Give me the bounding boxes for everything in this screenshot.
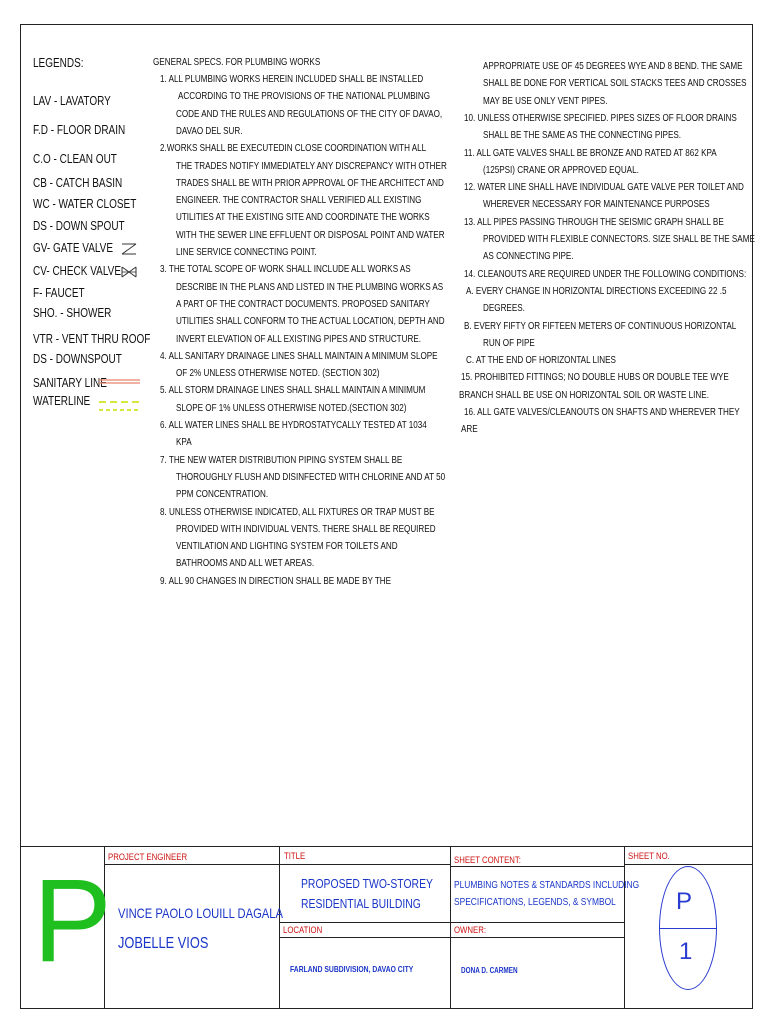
legend-check-valve: CV- CHECK VALVE: [33, 264, 121, 278]
spec-line: A. EVERY CHANGE IN HORIZONTAL DIRECTIONS EXCEEDING 22 .5: [466, 285, 727, 297]
waterline-symbol-icon: [98, 400, 142, 414]
sheet-no-label: SHEET NO.: [628, 851, 670, 862]
spec-line: TRADES SHALL BE WITH PRIOR APPROVAL OF THE ARCHITECT AND: [176, 177, 444, 189]
sheet-content-label: SHEET CONTENT:: [454, 855, 521, 866]
spec-line: SHALL BE DONE FOR VERTICAL SOIL STACKS TEES AND CROSSES: [483, 78, 747, 90]
legend-shower: SHO. - SHOWER: [33, 306, 112, 320]
spec-line: AS CONNECTING PIPE.: [483, 251, 574, 263]
engineer-name: JOBELLE VIOS: [118, 935, 209, 952]
spec-line: PPM CONCENTRATION.: [176, 489, 269, 501]
title-block-rule: [279, 937, 450, 938]
project-title-line: PROPOSED TWO-STOREY: [301, 876, 433, 891]
spec-line: SLOPE OF 1% UNLESS OTHERWISE NOTED.(SECTION 302): [176, 402, 407, 414]
location-value: FARLAND SUBDIVISION, DAVAO CITY: [290, 964, 414, 974]
title-block-rule: [450, 866, 624, 867]
spec-line: MAY BE USE ONLY VENT PIPES.: [483, 95, 608, 107]
legend-down-spout: DS - DOWN SPOUT: [33, 219, 125, 233]
spec-line: WHEREVER NECESSARY FOR MAINTENANCE PURPOSES: [483, 199, 710, 211]
spec-line: LINE SERVICE CONNECTING POINT.: [176, 247, 317, 258]
sheet-prefix: P: [676, 888, 693, 915]
sanitary-line-symbol-icon: [98, 378, 142, 386]
project-title-line: RESIDENTIAL BUILDING: [301, 896, 421, 911]
spec-line: ACCORDING TO THE PROVISIONS OF THE NATIONAL PLUMBING: [178, 91, 431, 103]
spec-line: RUN OF PIPE: [483, 337, 535, 349]
spec-line: 13. ALL PIPES PASSING THROUGH THE SEISMIC GRAPH SHALL BE: [464, 216, 724, 228]
spec-line: PROVIDED WITH FLEXIBLE CONNECTORS. SIZE SHALL BE THE SAME: [483, 234, 755, 245]
legend-vent-thru-roof: VTR - VENT THRU ROOF: [33, 332, 151, 346]
title-block-rule: [450, 937, 624, 938]
spec-line: THOROUGHLY FLUSH AND DISINFECTED WITH CHLORINE AND AT 50: [176, 471, 446, 483]
spec-line: 7. THE NEW WATER DISTRIBUTION PIPING SYSTEM SHALL BE: [160, 454, 403, 466]
spec-line: 15. PROHIBITED FITTINGS; NO DOUBLE HUBS OR DOUBLE TEE WYE: [461, 372, 729, 384]
spec-line: B. EVERY FIFTY OR FIFTEEN METERS OF CONTINUOUS HORIZONTAL: [464, 320, 737, 332]
title-block-rule: [279, 864, 450, 865]
gate-valve-symbol-icon: [120, 242, 138, 256]
spec-line: 12. WATER LINE SHALL HAVE INDIVIDUAL GATE VALVE PER TOILET AND: [464, 182, 744, 194]
title-block-divider: [450, 846, 451, 1009]
legend-downspout: DS - DOWNSPOUT: [33, 352, 122, 366]
spec-line: 11. ALL GATE VALVES SHALL BE BRONZE AND RATED AT 862 KPA: [464, 147, 717, 159]
location-label: LOCATION: [283, 925, 323, 936]
title-block-divider: [279, 846, 280, 1009]
spec-line: 2.WORKS SHALL BE EXECUTEDIN CLOSE COORDINATION WITH ALL: [160, 143, 427, 155]
legend-lavatory: LAV - LAVATORY: [33, 94, 111, 108]
spec-line: SHALL BE THE SAME AS THE CONNECTING PIPES.: [483, 130, 682, 142]
spec-line: 3. THE TOTAL SCOPE OF WORK SHALL INCLUDE ALL WORKS AS: [160, 264, 411, 276]
spec-line: 4. ALL SANITARY DRAINAGE LINES SHALL MAINTAIN A MINIMUM SLOPE: [160, 350, 438, 362]
spec-line: 14. CLEANOUTS ARE REQUIRED UNDER THE FOLLOWING CONDITIONS:: [464, 268, 747, 280]
spec-line: UTILITIES SHALL CONFORM TO THE ACTUAL LOCATION, DEPTH AND: [176, 316, 445, 328]
legend-floor-drain: F.D - FLOOR DRAIN: [33, 123, 126, 137]
spec-line: OF 2% UNLESS OTHERWISE NOTED. (SECTION 302): [176, 368, 380, 380]
check-valve-symbol-icon: [120, 265, 138, 279]
title-label: TITLE: [284, 851, 306, 862]
spec-line: 1. ALL PLUMBING WORKS HEREIN INCLUDED SHALL BE INSTALLED: [160, 74, 424, 85]
spec-line: ARE: [461, 424, 478, 436]
spec-line: A PART OF THE CONTRACT DOCUMENTS. PROPOSED SANITARY: [176, 298, 430, 310]
spec-line: CODE AND THE RULES AND REGULATIONS OF THE CITY OF DAVAO,: [176, 108, 443, 120]
legend-faucet: F- FAUCET: [33, 286, 85, 300]
sheet-content-line: PLUMBING NOTES & STANDARDS INCLUDING: [454, 879, 640, 891]
sheet-content-line: SPECIFICATIONS, LEGENDS, & SYMBOL: [454, 896, 616, 908]
spec-line: PROVIDED WITH INDIVIDUAL VENTS. THERE SHALL BE REQUIRED: [176, 523, 436, 535]
spec-line: APPROPRIATE USE OF 45 DEGREES WYE AND 8 BEND. THE SAME: [483, 61, 743, 72]
spec-line: (125PSI) CRANE OR APPROVED EQUAL.: [483, 164, 639, 176]
specs-heading: GENERAL SPECS. FOR PLUMBING WORKS: [153, 57, 321, 68]
project-engineer-label: PROJECT ENGINEER: [108, 852, 188, 863]
legend-waterline: WATERLINE: [33, 394, 91, 408]
sheet-number: 1: [679, 938, 693, 965]
title-block-rule: [279, 922, 450, 923]
spec-line: BATHROOMS AND ALL WET AREAS.: [176, 558, 315, 570]
spec-line: THE TRADES NOTIFY IMMEDIATELY ANY DISCREPANCY WITH OTHER: [176, 160, 447, 172]
spec-line: DESCRIBE IN THE PLANS AND LISTED IN THE PLUMBING WORKS AS: [176, 281, 444, 293]
spec-line: 5. ALL STORM DRAINAGE LINES SHALL SHALL MAINTAIN A MINIMUM: [160, 385, 426, 397]
spec-line: WITH THE SEWER LINE EFFLUENT OR DISPOSAL POINT AND WATER: [176, 229, 445, 241]
spec-line: 10. UNLESS OTHERWISE SPECIFIED. PIPES SIZES OF FLOOR DRAINS: [464, 112, 737, 124]
spec-line: C. AT THE END OF HORIZONTAL LINES: [466, 355, 616, 367]
title-block-rule: [624, 864, 753, 865]
legend-clean-out: C.O - CLEAN OUT: [33, 152, 117, 166]
legend-sanitary-line: SANITARY LINE: [33, 376, 107, 390]
logo-letter: P: [33, 855, 112, 987]
spec-line: 8. UNLESS OTHERWISE INDICATED, ALL FIXTURES OR TRAP MUST BE: [160, 506, 435, 518]
spec-line: DAVAO DEL SUR.: [176, 125, 243, 137]
owner-label: OWNER:: [454, 925, 487, 936]
spec-line: ENGINEER. THE CONTRACTOR SHALL VERIFIED ALL EXISTING: [176, 195, 422, 207]
spec-line: 6. ALL WATER LINES SHALL BE HYDROSTATYCALLY TESTED AT 1034: [160, 420, 427, 431]
spec-line: DEGREES.: [483, 303, 525, 315]
spec-line: BRANCH SHALL BE USE ON HORIZONTAL SOIL OR WASTE LINE.: [459, 389, 709, 401]
title-block-rule: [104, 864, 279, 865]
spec-line: KPA: [176, 437, 192, 449]
title-block-rule: [450, 922, 624, 923]
title-block: [20, 846, 753, 1009]
spec-line: UTILITIES AT THE EXISTING SITE AND COORDINATE THE WORKS: [176, 212, 430, 224]
legends-heading: LEGENDS:: [33, 56, 84, 70]
legend-catch-basin: CB - CATCH BASIN: [33, 176, 123, 190]
owner-value: DONA D. CARMEN: [461, 966, 518, 975]
spec-line: 16. ALL GATE VALVES/CLEANOUTS ON SHAFTS AND WHEREVER THEY: [464, 407, 740, 418]
spec-line: 9. ALL 90 CHANGES IN DIRECTION SHALL BE MADE BY THE: [160, 575, 392, 587]
title-block-divider: [624, 846, 625, 1009]
spec-line: INVERT ELEVATION OF ALL EXISTING PIPES AND STRUCTURE.: [176, 333, 422, 345]
spec-line: VENTILATION AND LIGHTING SYSTEM FOR TOILETS AND: [176, 541, 398, 553]
legend-gate-valve: GV- GATE VALVE: [33, 241, 114, 255]
engineer-name: VINCE PAOLO LOUILL DAGALA: [118, 905, 283, 921]
sheet-number-divider: [659, 928, 717, 929]
legend-water-closet: WC - WATER CLOSET: [33, 197, 137, 211]
